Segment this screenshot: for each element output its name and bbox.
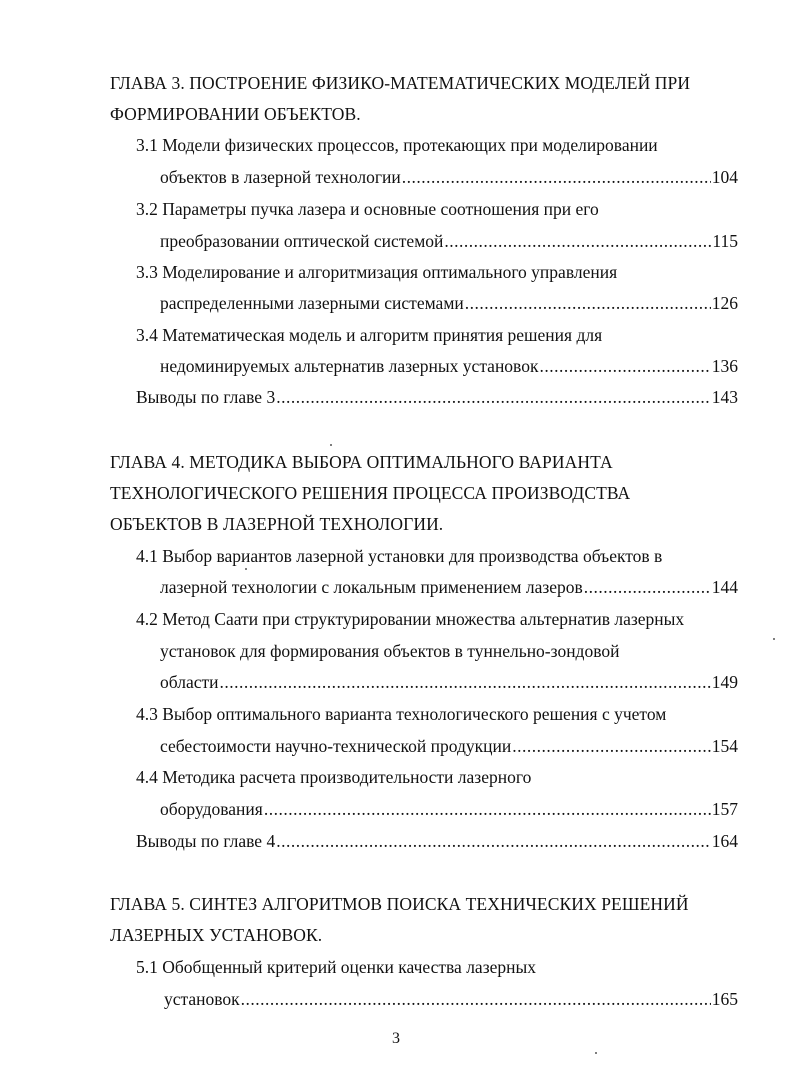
leader-dots — [444, 230, 711, 252]
scan-speck — [595, 1052, 597, 1054]
toc-entry-text: оборудования — [160, 799, 263, 819]
toc-entry-title: 3.3 Моделирование и алгоритмизация оптимального управления — [136, 262, 618, 282]
toc-summary-row[interactable] — [136, 830, 738, 852]
toc-entry-row[interactable] — [160, 735, 738, 757]
toc-entry-text: области — [160, 672, 219, 692]
toc-page-number: 154 — [711, 736, 738, 756]
leader-dots — [276, 386, 711, 408]
toc-entry-row[interactable] — [160, 166, 738, 188]
chapter-title: ФОРМИРОВАНИИ ОБЪЕКТОВ. — [110, 104, 361, 124]
toc-page-number: 157 — [711, 799, 738, 819]
chapter-title: ТЕХНОЛОГИЧЕСКОГО РЕШЕНИЯ ПРОЦЕССА ПРОИЗВОДСТВА — [110, 483, 631, 503]
chapter-title: ЛАЗЕРНЫХ УСТАНОВОК. — [110, 925, 323, 945]
toc-page-number: 136 — [711, 356, 738, 376]
toc-entry-row[interactable] — [160, 576, 738, 598]
toc-entry-title: 3.1 Модели физических процессов, протекающих при моделировании — [136, 135, 658, 155]
toc-entry-title: установок для формирования объектов в туннельно-зондовой — [160, 641, 620, 661]
toc-page-number: 165 — [711, 989, 738, 1009]
toc-entry-text: распределенными лазерными системами — [160, 293, 464, 313]
leader-dots — [402, 166, 711, 188]
toc-entry-title: 4.4 Методика расчета производительности лазерного — [136, 767, 532, 787]
toc-entry-text: Выводы по главе 3 — [136, 387, 276, 407]
scan-speck — [245, 568, 247, 570]
leader-dots — [539, 355, 710, 377]
leader-dots — [241, 988, 711, 1010]
toc-entry-text: себестоимости научно-технической продукции — [160, 736, 512, 756]
toc-entry-text: недоминируемых альтернатив лазерных установок — [160, 356, 539, 376]
toc-page-number: 115 — [712, 231, 738, 251]
chapter-title: ГЛАВА 5. СИНТЕЗ АЛГОРИТМОВ ПОИСКА ТЕХНИЧЕСКИХ РЕШЕНИЙ — [110, 894, 689, 914]
toc-entry-row[interactable] — [160, 671, 738, 693]
leader-dots — [465, 292, 711, 314]
toc-entry-row[interactable] — [160, 355, 738, 377]
toc-page-number: 143 — [711, 387, 738, 407]
toc-page-number: 126 — [711, 293, 738, 313]
toc-entry-title: 3.2 Параметры пучка лазера и основные соотношения при его — [136, 199, 599, 219]
toc-page-number: 144 — [711, 577, 738, 597]
toc-entry-text: лазерной технологии с локальным применением лазеров — [160, 577, 583, 597]
toc-entry-title: 5.1 Обобщенный критерий оценки качества лазерных — [136, 957, 536, 977]
toc-page-number: 164 — [711, 831, 738, 851]
toc-entry-row[interactable] — [164, 988, 738, 1010]
chapter-title: ОБЪЕКТОВ В ЛАЗЕРНОЙ ТЕХНОЛОГИИ. — [110, 514, 444, 534]
toc-entry-text: преобразовании оптической системой — [160, 231, 444, 251]
toc-summary-row[interactable] — [136, 386, 738, 408]
toc-entry-row[interactable] — [160, 230, 738, 252]
scan-speck — [330, 444, 332, 446]
toc-entry-title: 4.1 Выбор вариантов лазерной установки для производства объектов в — [136, 546, 663, 566]
chapter-title: ГЛАВА 4. МЕТОДИКА ВЫБОРА ОПТИМАЛЬНОГО ВАРИАНТА — [110, 452, 613, 472]
toc-entry-text: установок — [164, 989, 240, 1009]
toc-entry-text: Выводы по главе 4 — [136, 831, 276, 851]
toc-entry-title: 4.3 Выбор оптимального варианта технологического решения с учетом — [136, 704, 667, 724]
toc-entry-row[interactable] — [160, 292, 738, 314]
page-number: 3 — [392, 1030, 400, 1047]
leader-dots — [276, 830, 711, 852]
toc-entry-text: объектов в лазерной технологии — [160, 167, 401, 187]
leader-dots — [264, 798, 711, 820]
leader-dots — [512, 735, 711, 757]
leader-dots — [584, 576, 711, 598]
toc-entry-title: 3.4 Математическая модель и алгоритм принятия решения для — [136, 325, 603, 345]
toc-entry-row[interactable] — [160, 798, 738, 820]
toc-page-number: 104 — [711, 167, 738, 187]
toc-entry-title: 4.2 Метод Саати при структурировании множества альтернатив лазерных — [136, 609, 685, 629]
scan-speck — [773, 638, 775, 640]
toc-page-number: 149 — [711, 672, 738, 692]
chapter-title: ГЛАВА 3. ПОСТРОЕНИЕ ФИЗИКО-МАТЕМАТИЧЕСКИХ МОДЕЛЕЙ ПРИ — [110, 73, 691, 93]
leader-dots — [220, 671, 711, 693]
